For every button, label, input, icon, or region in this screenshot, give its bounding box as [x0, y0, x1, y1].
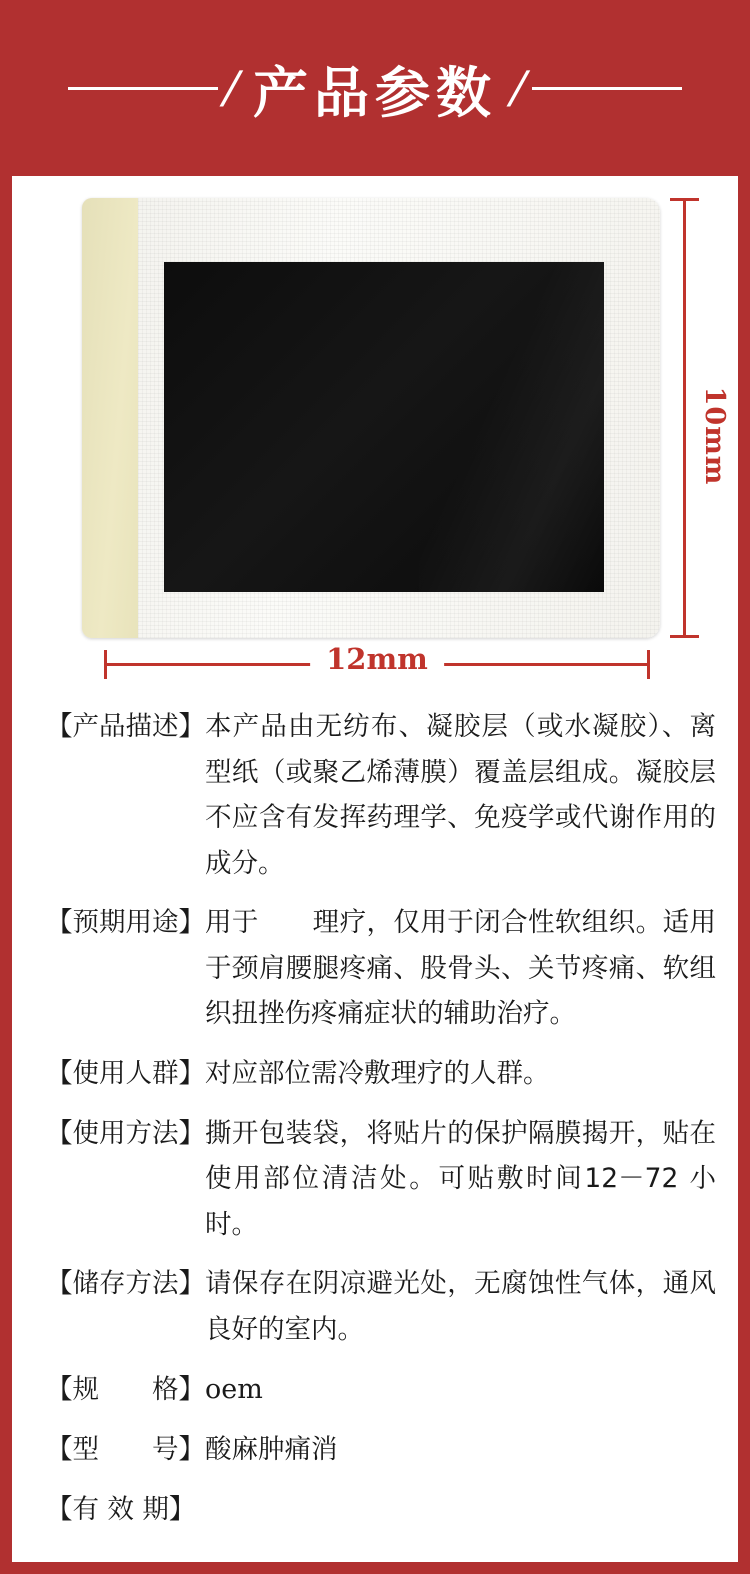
spec-label: 【产品描述】: [46, 711, 205, 742]
spec-row-usage-method: [46, 1111, 716, 1248]
patch-gel-layer: [164, 262, 604, 592]
patch-gel-sheen: [419, 262, 604, 592]
spec-row-product-description: [46, 704, 716, 886]
page-title: 产品参数: [252, 60, 497, 125]
spec-value: 请保存在阴凉避光处，无腐蚀性气体，通风良好的室内。: [205, 1268, 716, 1345]
spec-label: 【使用方法】: [46, 1117, 205, 1149]
spec-value: oem: [205, 1373, 263, 1405]
spec-row-valid-period: [46, 1487, 716, 1533]
dimension-height-label: 10mm: [699, 386, 730, 486]
spec-label: 【储存方法】: [46, 1268, 205, 1300]
cold-patch-photo: [82, 198, 660, 638]
spec-value: 撕开包装袋，将贴片的保护隔膜揭开，贴在使用部位清洁处。可贴敷时间12－72 小时。: [205, 1117, 716, 1240]
footer-strip: [0, 1562, 750, 1574]
dimension-height-line: [683, 198, 686, 638]
spec-value: 对应部位需冷敷理疗的人群。: [205, 1058, 550, 1090]
spec-value: 本产品由无纺布、凝胶层（或水凝胶）、离型纸（或聚乙烯薄膜）覆盖层组成。凝胶层不应含有发挥药理学、免疫学或代谢作用的成分。: [205, 711, 716, 879]
page-header: [0, 0, 750, 176]
spec-label: 【预期用途】: [46, 907, 205, 939]
spec-list: [12, 696, 738, 1532]
product-photo-area: [12, 176, 738, 696]
spec-label: 【型 号】: [46, 1433, 205, 1465]
header-rule-left: [68, 87, 218, 90]
patch-release-liner: [82, 198, 138, 638]
content-card: [12, 176, 738, 1562]
spec-row-model: [46, 1427, 716, 1473]
spec-label: 【规 格】: [46, 1373, 205, 1405]
dimension-width-line: [104, 642, 650, 676]
spec-row-target-users: [46, 1051, 716, 1097]
spec-label: 【有 效 期】: [46, 1493, 196, 1525]
dimension-width-label: 12mm: [310, 642, 444, 676]
spec-label: 【使用人群】: [46, 1058, 205, 1090]
spec-row-storage-method: [46, 1261, 716, 1352]
slash-left-icon: /: [217, 58, 246, 118]
spec-row-intended-use: [46, 900, 716, 1037]
spec-value: 酸麻肿痛消: [205, 1433, 338, 1465]
header-rule-right: [532, 87, 682, 90]
slash-right-icon: /: [504, 58, 533, 118]
header-inner: [0, 49, 750, 128]
spec-value: 用于 理疗，仅用于闭合性软组织。适用于颈肩腰腿疼痛、股骨头、关节疼痛、软组织扭挫伤疼痛症状的辅助治疗。: [205, 907, 716, 1030]
spec-row-specification: [46, 1367, 716, 1413]
